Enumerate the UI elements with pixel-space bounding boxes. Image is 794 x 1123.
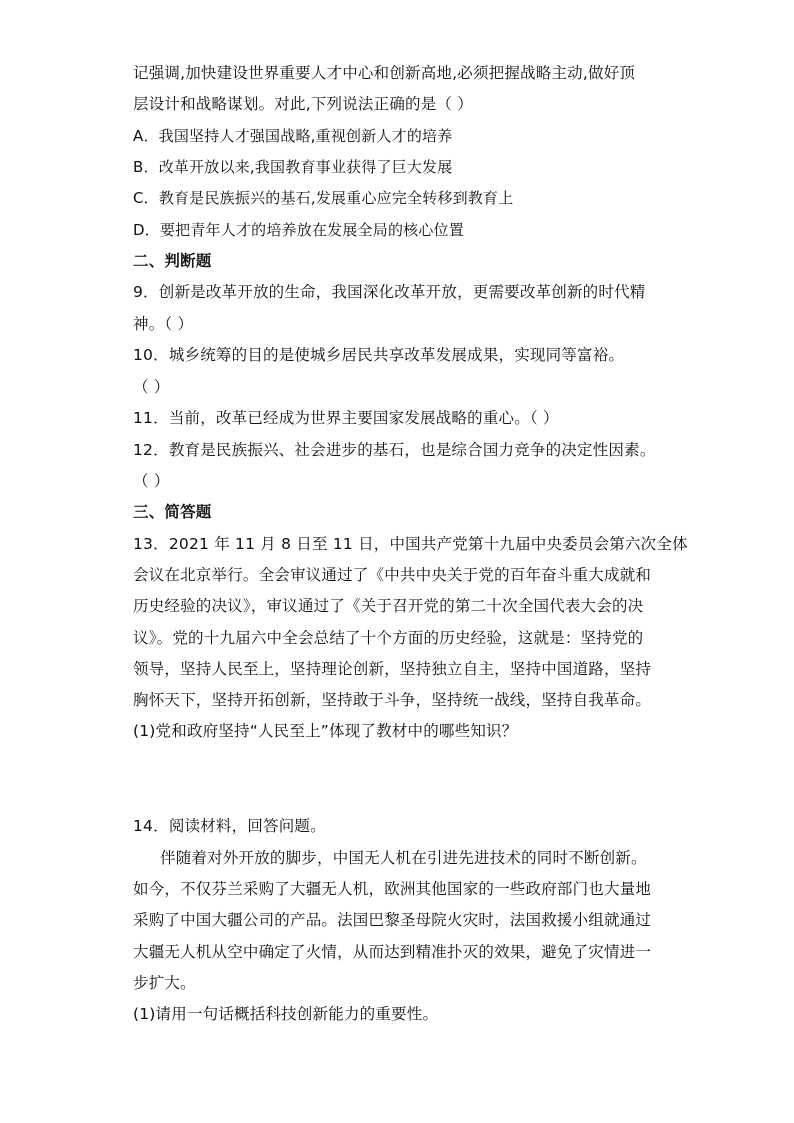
- q13-line6: 胸怀天下，坚持开拓创新，坚持敢于斗争，坚持统一战线，坚持自我革命。: [133, 691, 652, 709]
- q8-option-b: B．改革开放以来,我国教育事业获得了巨大发展: [133, 158, 453, 176]
- q9-line1: 9．创新是改革开放的生命，我国深化改革开放，更需要改革创新的时代精: [133, 283, 646, 301]
- q14-sub1: (1)请用一句话概括科技创新能力的重要性。: [133, 1005, 439, 1023]
- q14-material-line2: 如今，不仅芬兰采购了大疆无人机，欧洲其他国家的一些政府部门也大量地: [133, 880, 652, 898]
- q12-line2: （ ）: [133, 472, 170, 490]
- q8-option-a: A．我国坚持人才强国战略,重视创新人才的培养: [133, 127, 453, 145]
- q13-line4: 议》。党的十九届六中全会总结了十个方面的历史经验，这就是：坚持党的: [133, 629, 644, 647]
- q11-line: 11．当前，改革已经成为世界主要国家发展战略的重心。（ ）: [133, 409, 559, 427]
- q14-material-line5: 步扩大。: [133, 974, 196, 992]
- q13-line1: 13．2021 年 11 月 8 日至 11 日，中国共产党第十九届中央委员会第六次全体: [133, 535, 688, 553]
- q8-stem-line2: 层设计和战略谋划。对此,下列说法正确的是（ ）: [133, 95, 473, 113]
- q12-line1: 12．教育是民族振兴、社会进步的基石，也是综合国力竞争的决定性因素。: [133, 441, 656, 459]
- q13-line3: 历史经验的决议》，审议通过了《关于召开党的第二十次全国代表大会的决: [133, 597, 644, 615]
- q10-line2: （ ）: [133, 378, 170, 396]
- q13-line2: 会议在北京举行。全会审议通过了《中共中央关于党的百年奋斗重大成就和: [133, 566, 652, 584]
- q8-option-d: D．要把青年人才的培养放在发展全局的核心位置: [133, 221, 464, 239]
- section-title-judgment: 二、判断题: [133, 252, 212, 270]
- q14-material-line1: 伴随着对外开放的脚步，中国无人机在引进先进技术的同时不断创新。: [160, 849, 647, 867]
- q10-line1: 10．城乡统筹的目的是使城乡居民共享改革发展成果，实现同等富裕。: [133, 346, 625, 364]
- q9-line2: 神。（ ）: [133, 315, 194, 333]
- q13-line5: 领导，坚持人民至上，坚持理论创新，坚持独立自主，坚持中国道路，坚持: [133, 660, 652, 678]
- q8-stem-line1: 记强调,加快建设世界重要人才中心和创新高地,必须把握战略主动,做好顶: [133, 64, 636, 82]
- q14-material-line3: 采购了中国大疆公司的产品。法国巴黎圣母院火灾时，法国救援小组就通过: [133, 911, 652, 929]
- q13-sub1: (1)党和政府坚持“人民至上”体现了教材中的哪些知识？: [133, 722, 518, 740]
- q8-option-c: C．教育是民族振兴的基石,发展重心应完全转移到教育上: [133, 189, 514, 207]
- q14-intro: 14．阅读材料，回答问题。: [133, 817, 326, 835]
- section-title-short-answer: 三、简答题: [133, 503, 212, 521]
- q14-material-line4: 大疆无人机从空中确定了火情，从而达到精准扑灭的效果，避免了灾情进一: [133, 943, 652, 961]
